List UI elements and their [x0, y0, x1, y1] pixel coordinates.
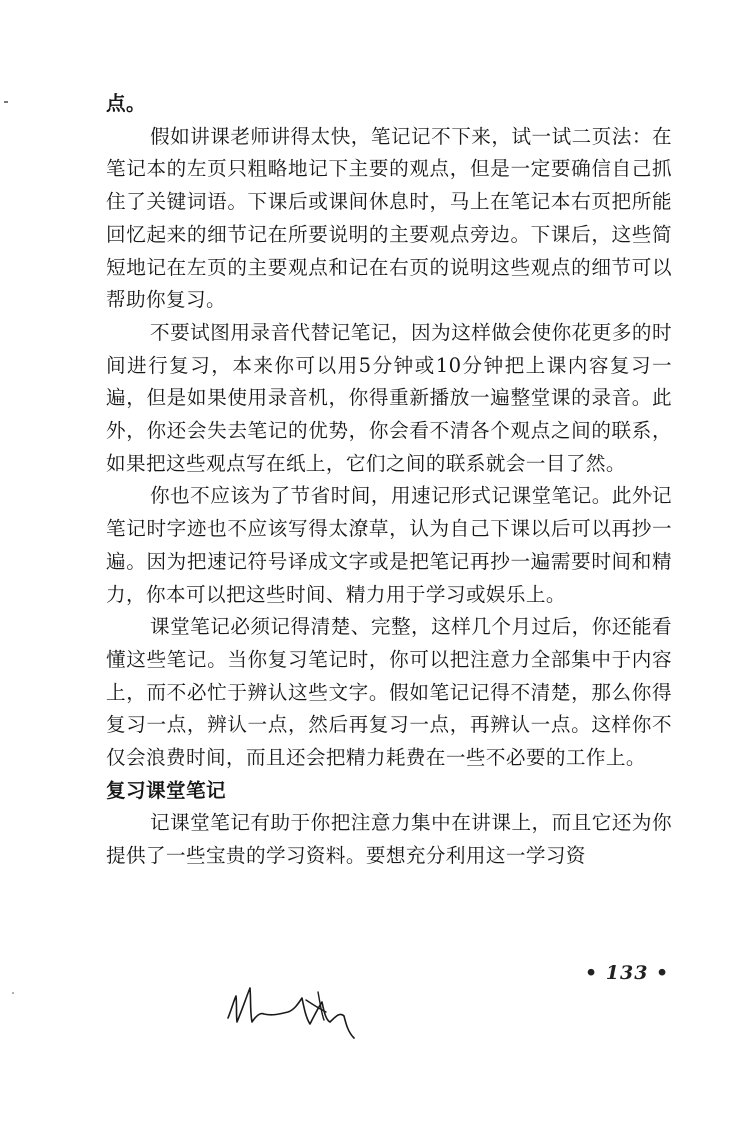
section-heading: 复习课堂笔记	[106, 778, 226, 802]
paragraph-two-page-method: 假如讲课老师讲得太快，笔记记不下来，试一试二页法：在笔记本的左页只粗略地记下主要的观点，但是一定要确信自己抓住了关键词语。下课后或课间休息时，马上在笔记本右页把所能回忆起来的细节记在所要说明的主要观点旁边。下课后，这些简短地记在左页的主要观点和记在右页的说明这些观点的细节可以帮助你复习。	[106, 124, 672, 312]
paragraph-clarity: 课堂笔记必须记得清楚、完整，这样几个月过后，你还能看懂这些笔记。当你复习笔记时，你可以把注意力全部集中于内容上，而不必忙于辨认这些文字。假如笔记记得不清楚，那么你得复习一点，辨认一点，然后再复习一点，再辨认一点。这样你不仅会浪费时间，而且还会把精力耗费在一些不必要的工作上。	[106, 615, 672, 770]
paragraph-continuation: 点。	[106, 92, 146, 115]
paragraph-review: 记课堂笔记有助于你把注意力集中在讲课上，而且它还为你提供了一些宝贵的学习资料。要想充分利用这一学习资	[106, 811, 672, 868]
handwritten-signature-icon	[222, 978, 372, 1048]
page-number: • 133 •	[585, 962, 670, 984]
ink-speck	[12, 992, 14, 994]
paragraph-shorthand: 你也不应该为了节省时间，用速记形式记课堂笔记。此外记笔记时字迹也不应该写得太潦草，认为自己下课以后可以再抄一遍。因为把速记符号译成文字或是把笔记再抄一遍需要时间和精力，你本可以把这些时间、精力用于学习或娱乐上。	[106, 484, 672, 606]
paragraph-recording: 不要试图用录音代替记笔记，因为这样做会使你花更多的时间进行复习，本来你可以用5分钟或10分钟把上课内容复习一遍，但是如果使用录音机，你得重新播放一遍整堂课的录音。此外，你还会失去笔记的优势，你会看不清各个观点之间的联系，如果把这些观点写在纸上，它们之间的联系就会一目了然。	[106, 320, 672, 475]
margin-mark	[4, 101, 8, 103]
body-text	[106, 88, 672, 873]
